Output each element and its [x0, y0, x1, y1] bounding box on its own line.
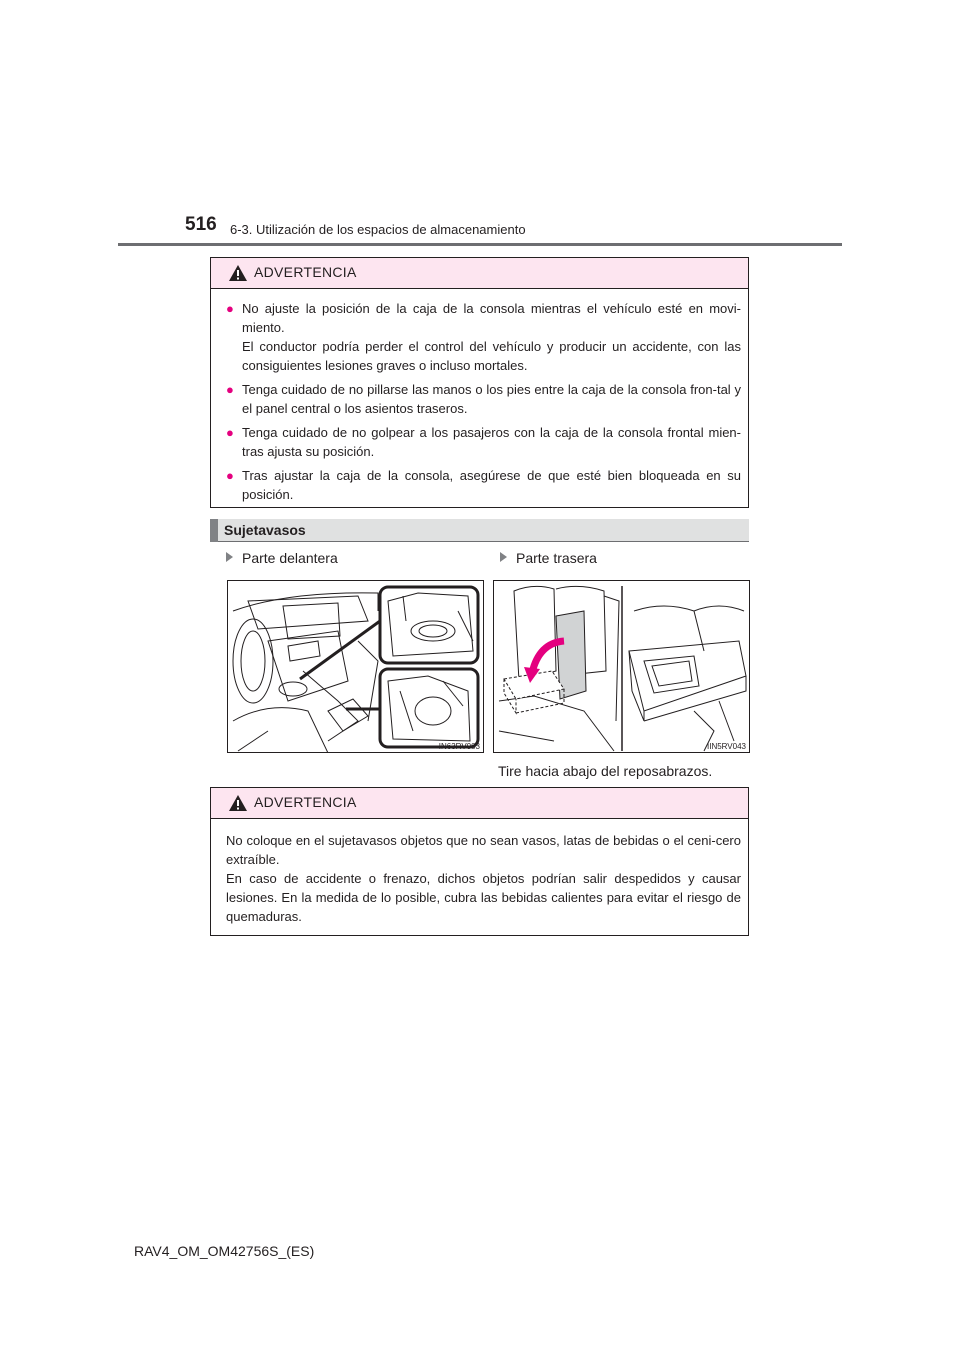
front-caption-text: Parte delantera: [242, 550, 338, 566]
armrest-note: Tire hacia abajo del reposabrazos.: [498, 763, 713, 779]
bullet-icon: ●: [226, 425, 234, 440]
front-caption: [226, 550, 338, 566]
warning-paragraph: No coloque en el sujetavasos objetos que no sean vasos, latas de bebidas o el ceni-cero extraíble.: [226, 833, 741, 867]
bullet-icon: ●: [226, 301, 234, 316]
warning-header: [211, 788, 748, 819]
heading-text: Sujetavasos: [224, 522, 306, 538]
front-image-code: IN63RV003: [438, 742, 480, 751]
front-console-drawing: [228, 581, 484, 753]
bullet-icon: ●: [226, 468, 234, 483]
bullet-icon: ●: [226, 382, 234, 397]
rear-caption: [500, 550, 597, 566]
warning-item: [226, 299, 741, 375]
rear-armrest-drawing: [494, 581, 750, 753]
rear-image-code: IIN5RV043: [707, 742, 746, 751]
warning-title: ADVERTENCIA: [254, 794, 357, 810]
front-cupholder-illustration: [227, 580, 484, 753]
rear-cupholder-illustration: [493, 580, 750, 753]
section-title: 6-3. Utilización de los espacios de almacenamiento: [230, 222, 526, 237]
warning-body: [211, 819, 748, 938]
cupholder-heading: [210, 519, 749, 542]
warning-title: ADVERTENCIA: [254, 264, 357, 280]
warning-paragraph: En caso de accidente o frenazo, dichos objetos podrían salir despedidos y causar lesiones. En la medida de lo posible, cubra las bebidas calientes para evitar el riesgo de quemaduras.: [226, 871, 741, 924]
warning-box-1: [210, 257, 749, 508]
warning-item-text: No ajuste la posición de la caja de la consola mientras el vehículo esté en movi-miento.: [242, 301, 741, 335]
warning-triangle-icon: [228, 794, 248, 812]
header-rule: [118, 243, 842, 246]
triangle-bullet-icon: [500, 552, 507, 562]
page-header: [0, 0, 960, 250]
rear-caption-text: Parte trasera: [516, 550, 597, 566]
warning-item: [226, 380, 741, 418]
page-number: 516: [185, 214, 217, 235]
warning-item-text: Tenga cuidado de no golpear a los pasajeros con la caja de la consola frontal mien-tras ajusta su posición.: [242, 425, 741, 459]
warning-item-text: El conductor podría perder el control del vehículo y producir un accidente, con las consiguientes lesiones graves o incluso mortales.: [242, 339, 741, 373]
warning-item: [226, 466, 741, 504]
warning-triangle-icon: [228, 264, 248, 282]
warning-header: [211, 258, 748, 289]
triangle-bullet-icon: [226, 552, 233, 562]
warning-item: [226, 423, 741, 461]
heading-bar: [210, 519, 218, 542]
warning-item-text: Tras ajustar la caja de la consola, asegúrese de que esté bien bloqueada en su posición.: [242, 468, 741, 502]
warning-box-2: [210, 787, 749, 936]
document-code: RAV4_OM_OM42756S_(ES): [134, 1243, 315, 1259]
warning-item-text: Tenga cuidado de no pillarse las manos o los pies entre la caja de la consola fron-tal y el panel central o los asientos traseros.: [242, 382, 741, 416]
warning-body: [211, 289, 748, 521]
